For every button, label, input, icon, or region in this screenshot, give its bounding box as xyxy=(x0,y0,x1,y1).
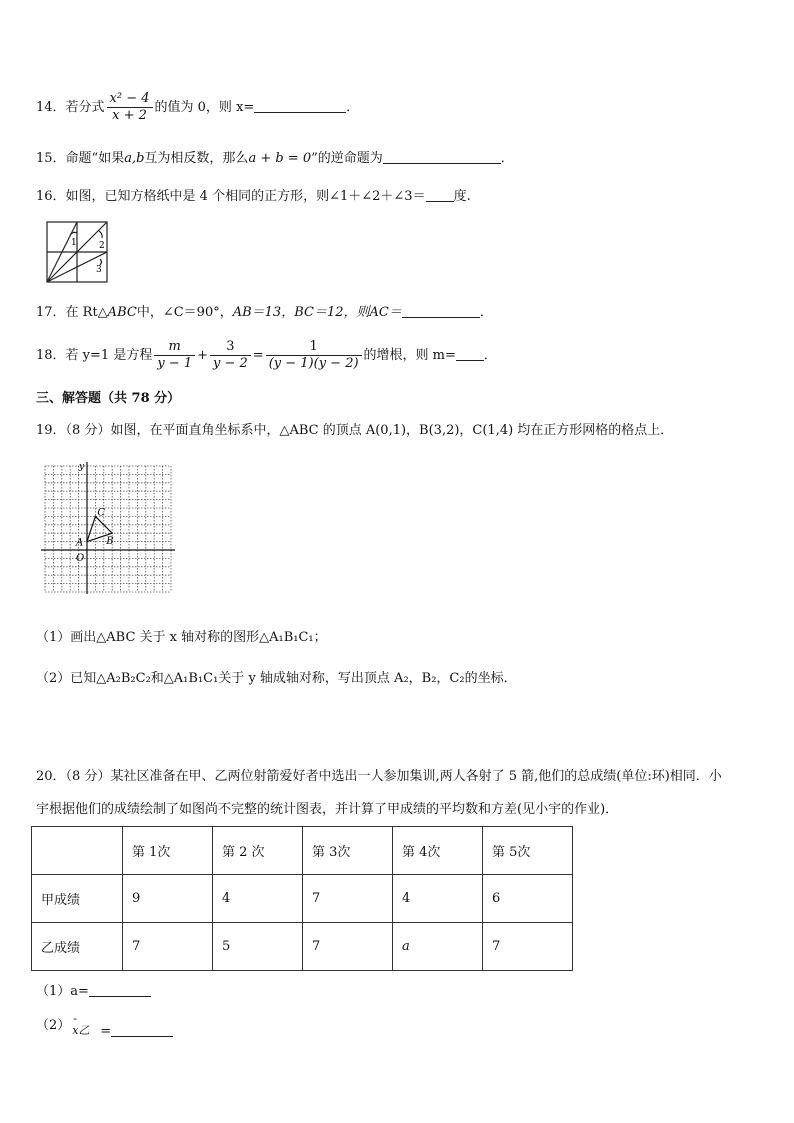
table-cell: 7 xyxy=(303,875,393,923)
table-cell: a xyxy=(393,923,483,971)
table-cell: 4 xyxy=(213,875,303,923)
question-14: 14．若分式 $\frac{\text{x² − 4}}{x + 2}$ 的值为 0，则 x= ． xyxy=(36,91,360,123)
table-cell: 5 xyxy=(213,923,303,971)
table-header-cell: 第 1次 xyxy=(123,827,213,875)
score-table xyxy=(31,826,573,971)
fig-label-1: 1 xyxy=(71,238,77,248)
table-header-cell: 第 3次 xyxy=(303,827,393,875)
question-17: 17．在 Rt△ABC中，∠C＝90°，AB＝13，BC＝12，则AC＝ ． xyxy=(36,305,493,320)
answer-blank[interactable] xyxy=(456,346,484,361)
answer-blank[interactable] xyxy=(402,303,480,318)
q19-coordinate-grid xyxy=(38,460,182,610)
question-19-part-2: （2）已知△A₂B₂C₂和△A₁B₁C₁关于 y 轴成轴对称，写出顶点 A₂，B₂，C₂的坐标． xyxy=(36,671,517,686)
table-cell: 4 xyxy=(393,875,483,923)
row-label: 乙成绩 xyxy=(32,923,123,971)
table-header-cell: 第 5次 xyxy=(483,827,573,875)
question-19-part-1: （1）画出△ABC 关于 x 轴对称的图形△A₁B₁C₁； xyxy=(36,630,327,645)
section-title: 三、解答题（共 78 分） xyxy=(36,391,181,406)
fig-label-3: 3 xyxy=(96,265,102,275)
answer-blank[interactable] xyxy=(111,1022,173,1037)
answer-blank[interactable] xyxy=(254,98,346,113)
question-18: 18．若 y=1 是方程 $\frac{m}{y - 1}$ + $\frac{3}{y - 2}$ = $\frac{1}{(y - 1)(y - 2)}$ 的增根，则 m= ． xyxy=(36,339,497,371)
question-19-stem: 19．（8 分）如图，在平面直角坐标系中，△ABC 的顶点 A(0,1)，B(3,2)，C(1,4) 均在正方形网格的格点上． xyxy=(36,423,674,438)
point-a-label: A xyxy=(76,537,84,549)
question-20-stem-line-1: 20．（8 分）某社区准备在甲、乙两位射箭爱好者中选出一人参加集训,两人各射了 5 箭,他们的总成绩(单位:环)相同．小 xyxy=(36,769,722,784)
origin-label: O xyxy=(76,553,85,564)
table-header-cell: 第 2 次 xyxy=(213,827,303,875)
row-label: 甲成绩 xyxy=(32,875,123,923)
table-header-row xyxy=(32,827,573,875)
fig-label-2: 2 xyxy=(99,241,105,251)
answer-blank[interactable] xyxy=(426,187,454,202)
table-cell: 7 xyxy=(123,923,213,971)
question-16: 16．如图，已知方格纸中是 4 个相同的正方形，则∠1＋∠2＋∠3＝ 度. xyxy=(36,189,471,204)
table-cell: 7 xyxy=(483,923,573,971)
answer-blank[interactable] xyxy=(89,982,151,997)
question-20-part-1: （1）a= xyxy=(36,982,151,1001)
table-cell: 9 xyxy=(123,875,213,923)
table-header-cell: 第 4次 xyxy=(393,827,483,875)
y-axis-label: y xyxy=(79,462,85,472)
question-15: 15．命题“如果a,b互为相反数，那么a + b = 0”的逆命题为 ． xyxy=(36,151,514,166)
point-b-label: B xyxy=(106,536,114,548)
point-c-label: C xyxy=(97,507,106,519)
q14-fraction: $\frac{\text{x² − 4}}{x + 2}$ xyxy=(107,91,153,124)
q16-square-grid-figure xyxy=(46,221,110,285)
table-row xyxy=(32,923,573,971)
table-row xyxy=(32,875,573,923)
question-20-stem-line-2: 宇根据他们的成绩绘制了如图尚不完整的统计图表，并计算了甲成绩的平均数和方差(见小宇的作业)． xyxy=(36,802,619,817)
table-cell: 7 xyxy=(303,923,393,971)
question-20-part-2: （2） - x乙 = xyxy=(36,1016,173,1035)
table-header-cell xyxy=(32,827,123,875)
answer-blank[interactable] xyxy=(383,149,501,164)
table-cell: 6 xyxy=(483,875,573,923)
